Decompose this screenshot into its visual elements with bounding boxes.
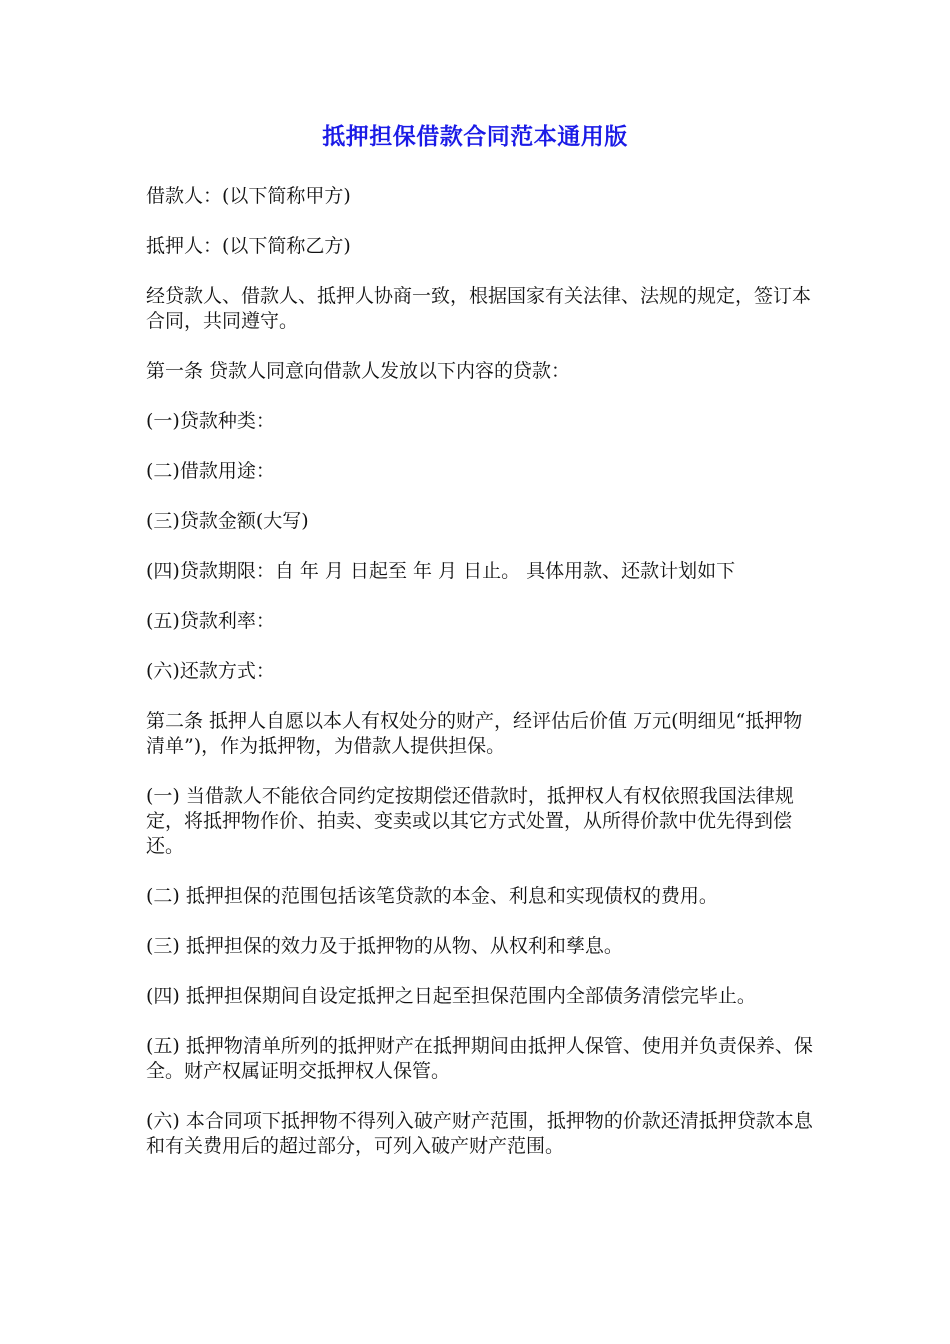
paragraph-mortgagor: 抵押人：(以下简称乙方) [146, 235, 351, 257]
document-body [146, 184, 818, 1184]
paragraph-loan-purpose: (二)借款用途： [146, 460, 275, 482]
paragraph-article-1: 第一条 贷款人同意向借款人发放以下内容的贷款： [146, 360, 571, 382]
paragraph-article-2: 第二条 抵押人自愿以本人有权处分的财产，经评估后价值 万元(明细见“抵押物清单”)，作为抵押物，为借款人提供担保。 [146, 710, 803, 757]
paragraph-borrower: 借款人：(以下简称甲方) [146, 185, 351, 207]
paragraph-preamble: 经贷款人、借款人、抵押人协商一致，根据国家有关法律、法规的规定，签订本合同，共同遵守。 [146, 285, 812, 332]
paragraph-clause-2: (二) 抵押担保的范围包括该笔贷款的本金、利息和实现债权的费用。 [146, 885, 718, 907]
paragraph-clause-5: (五) 抵押物清单所列的抵押财产在抵押期间由抵押人保管、使用并负责保养、保全。财产权属证明交抵押权人保管。 [146, 1035, 813, 1082]
paragraph-clause-4: (四) 抵押担保期间自设定抵押之日起至担保范围内全部债务清偿完毕止。 [146, 985, 756, 1007]
paragraph-clause-6: (六) 本合同项下抵押物不得列入破产财产范围，抵押物的价款还清抵押贷款本息和有关费用后的超过部分，可列入破产财产范围。 [146, 1110, 813, 1157]
paragraph-loan-type: (一)贷款种类： [146, 410, 275, 432]
paragraph-clause-1: (一) 当借款人不能依合同约定按期偿还借款时，抵押权人有权依照我国法律规定，将抵押物作价、拍卖、变卖或以其它方式处置，从所得价款中优先得到偿还。 [146, 785, 794, 857]
document-title: 抵押担保借款合同范本通用版 [322, 124, 628, 150]
paragraph-repayment-method: (六)还款方式： [146, 660, 275, 682]
paragraph-loan-amount: (三)贷款金额(大写) [146, 510, 309, 532]
paragraph-clause-3: (三) 抵押担保的效力及于抵押物的从物、从权利和孳息。 [146, 935, 623, 957]
paragraph-interest-rate: (五)贷款利率： [146, 610, 275, 632]
paragraph-loan-term: (四)贷款期限：自 年 月 日起至 年 月 日止。 具体用款、还款计划如下 [146, 560, 736, 582]
